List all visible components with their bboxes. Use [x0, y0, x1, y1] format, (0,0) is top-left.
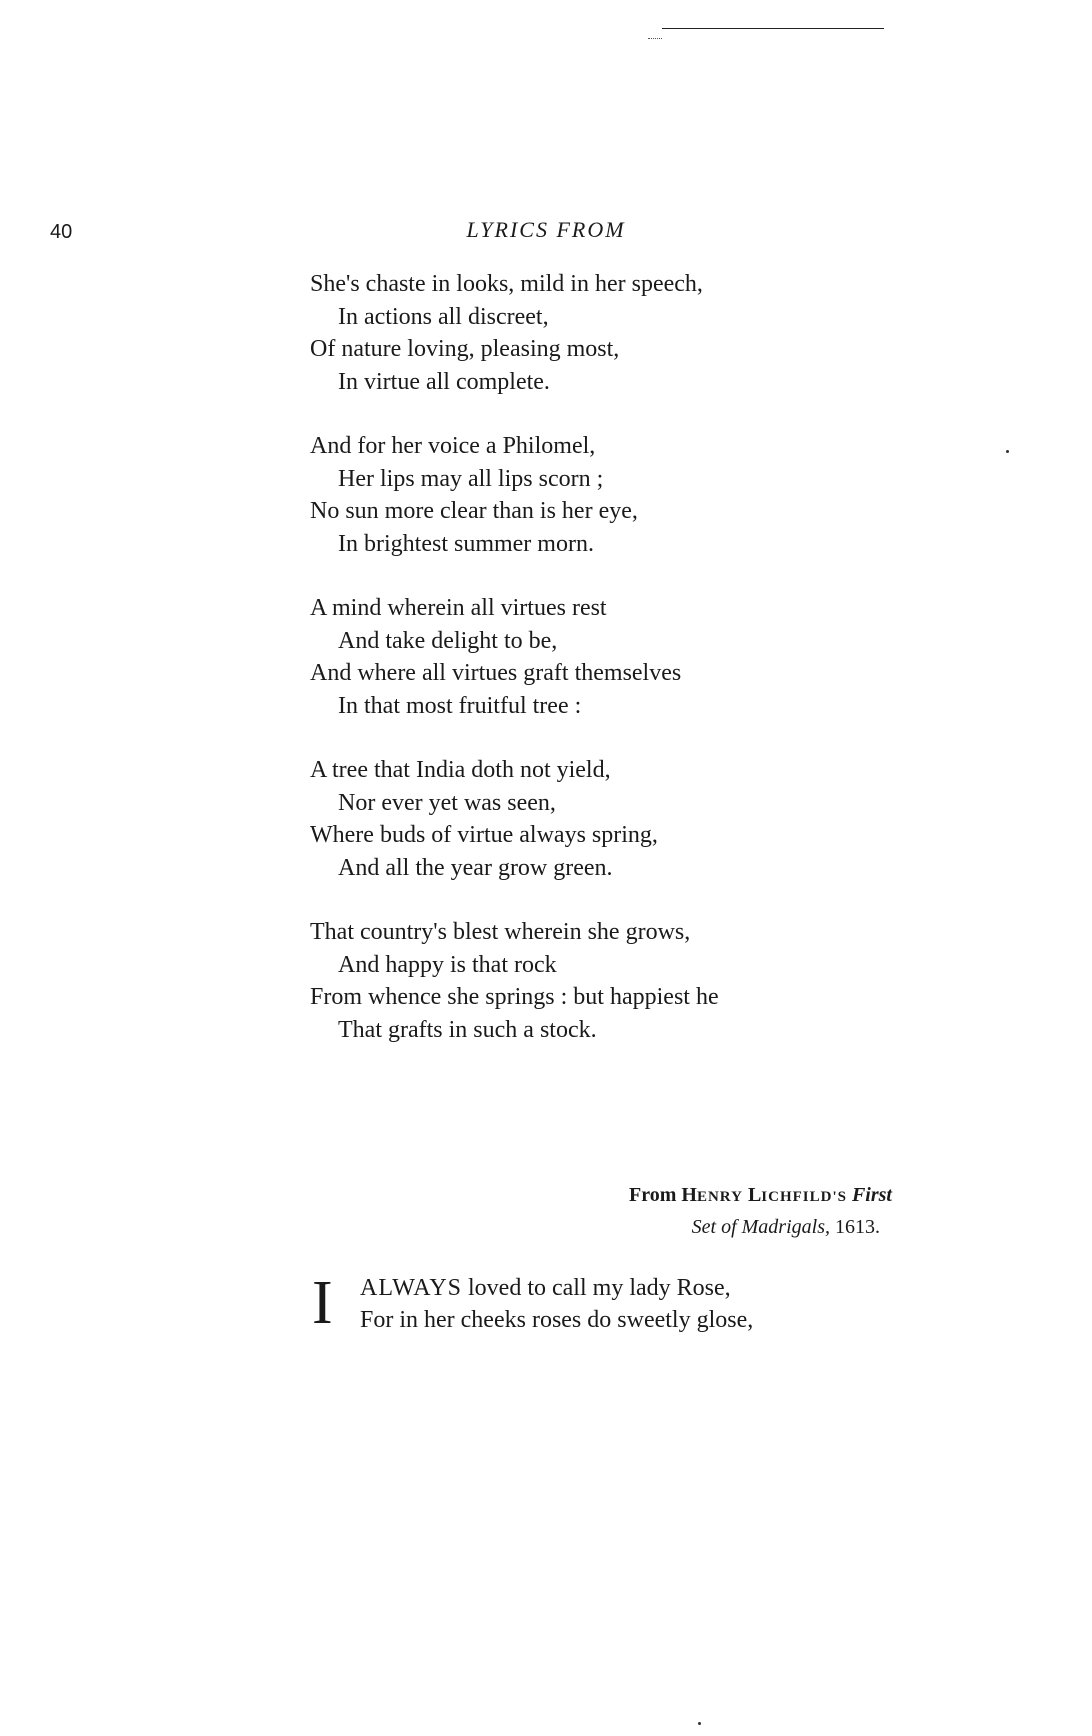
madrigal-line-1-rest: loved to call my lady Rose, — [468, 1275, 731, 1301]
poem-line: In that most fruitful tree : — [338, 692, 582, 719]
author-last-initial: L — [747, 1184, 762, 1206]
poem-line: She's chaste in looks, mild in her speech, — [310, 271, 703, 297]
poem-line: And happy is that rock — [338, 951, 557, 978]
madrigal-opening — [312, 1269, 912, 1337]
poem — [310, 268, 930, 1078]
author-last-rest: ICHFILD'S — [761, 1189, 847, 1205]
scan-speck — [698, 1722, 701, 1725]
attribution-from: From — [628, 1184, 677, 1206]
publication-year: 1613. — [835, 1216, 880, 1238]
source-attribution — [629, 1180, 892, 1242]
poem-line: Her lips may all lips scorn ; — [338, 465, 604, 492]
running-head: LYRICS FROM — [466, 217, 626, 242]
scan-speck — [1006, 450, 1009, 453]
poem-line: A tree that India doth not yield, — [310, 757, 611, 783]
madrigal-line-1 — [360, 1272, 912, 1304]
poem-line: No sun more clear than is her eye, — [310, 498, 638, 524]
poem-line: That country's blest wherein she grows, — [310, 919, 691, 945]
poem-line: Where buds of virtue always spring, — [310, 822, 658, 848]
book-title-part1: First — [851, 1184, 892, 1206]
stanza-5 — [310, 916, 930, 1046]
page-number: 40 — [50, 221, 73, 243]
poem-line: In virtue all complete. — [338, 368, 550, 395]
poem-line: That grafts in such a stock. — [338, 1016, 597, 1043]
book-title-part2: Set of Madrigals, — [691, 1216, 830, 1238]
poem-line: Of nature loving, pleasing most, — [310, 336, 620, 362]
madrigal-line-2: For in her cheeks roses do sweetly glose, — [360, 1307, 754, 1333]
poem-line: And take delight to be, — [338, 627, 558, 654]
madrigal-first-word: ALWAYS — [360, 1275, 463, 1301]
author-first-initial: H — [681, 1184, 697, 1206]
top-rule — [662, 28, 884, 29]
stanza-4 — [310, 754, 930, 884]
attribution-line-2 — [629, 1212, 892, 1242]
poem-line: From whence she springs : but happiest he — [310, 984, 719, 1010]
drop-cap: I — [312, 1269, 333, 1337]
poem-line: In actions all discreet, — [338, 303, 549, 330]
poem-line: And for her voice a Philomel, — [310, 433, 596, 459]
poem-line: And where all virtues graft themselves — [310, 660, 682, 686]
poem-line: Nor ever yet was seen, — [338, 789, 556, 816]
poem-line: In brightest summer morn. — [338, 530, 594, 557]
stanza-1 — [310, 268, 930, 398]
poem-line: And all the year grow green. — [338, 854, 613, 881]
attribution-line-1 — [629, 1180, 892, 1212]
author-first-rest: ENRY — [696, 1189, 743, 1205]
poem-line: A mind wherein all virtues rest — [310, 595, 607, 621]
top-rule-fade — [648, 38, 662, 39]
stanza-2 — [310, 430, 930, 560]
stanza-3 — [310, 592, 930, 722]
madrigal-lines — [360, 1272, 912, 1336]
